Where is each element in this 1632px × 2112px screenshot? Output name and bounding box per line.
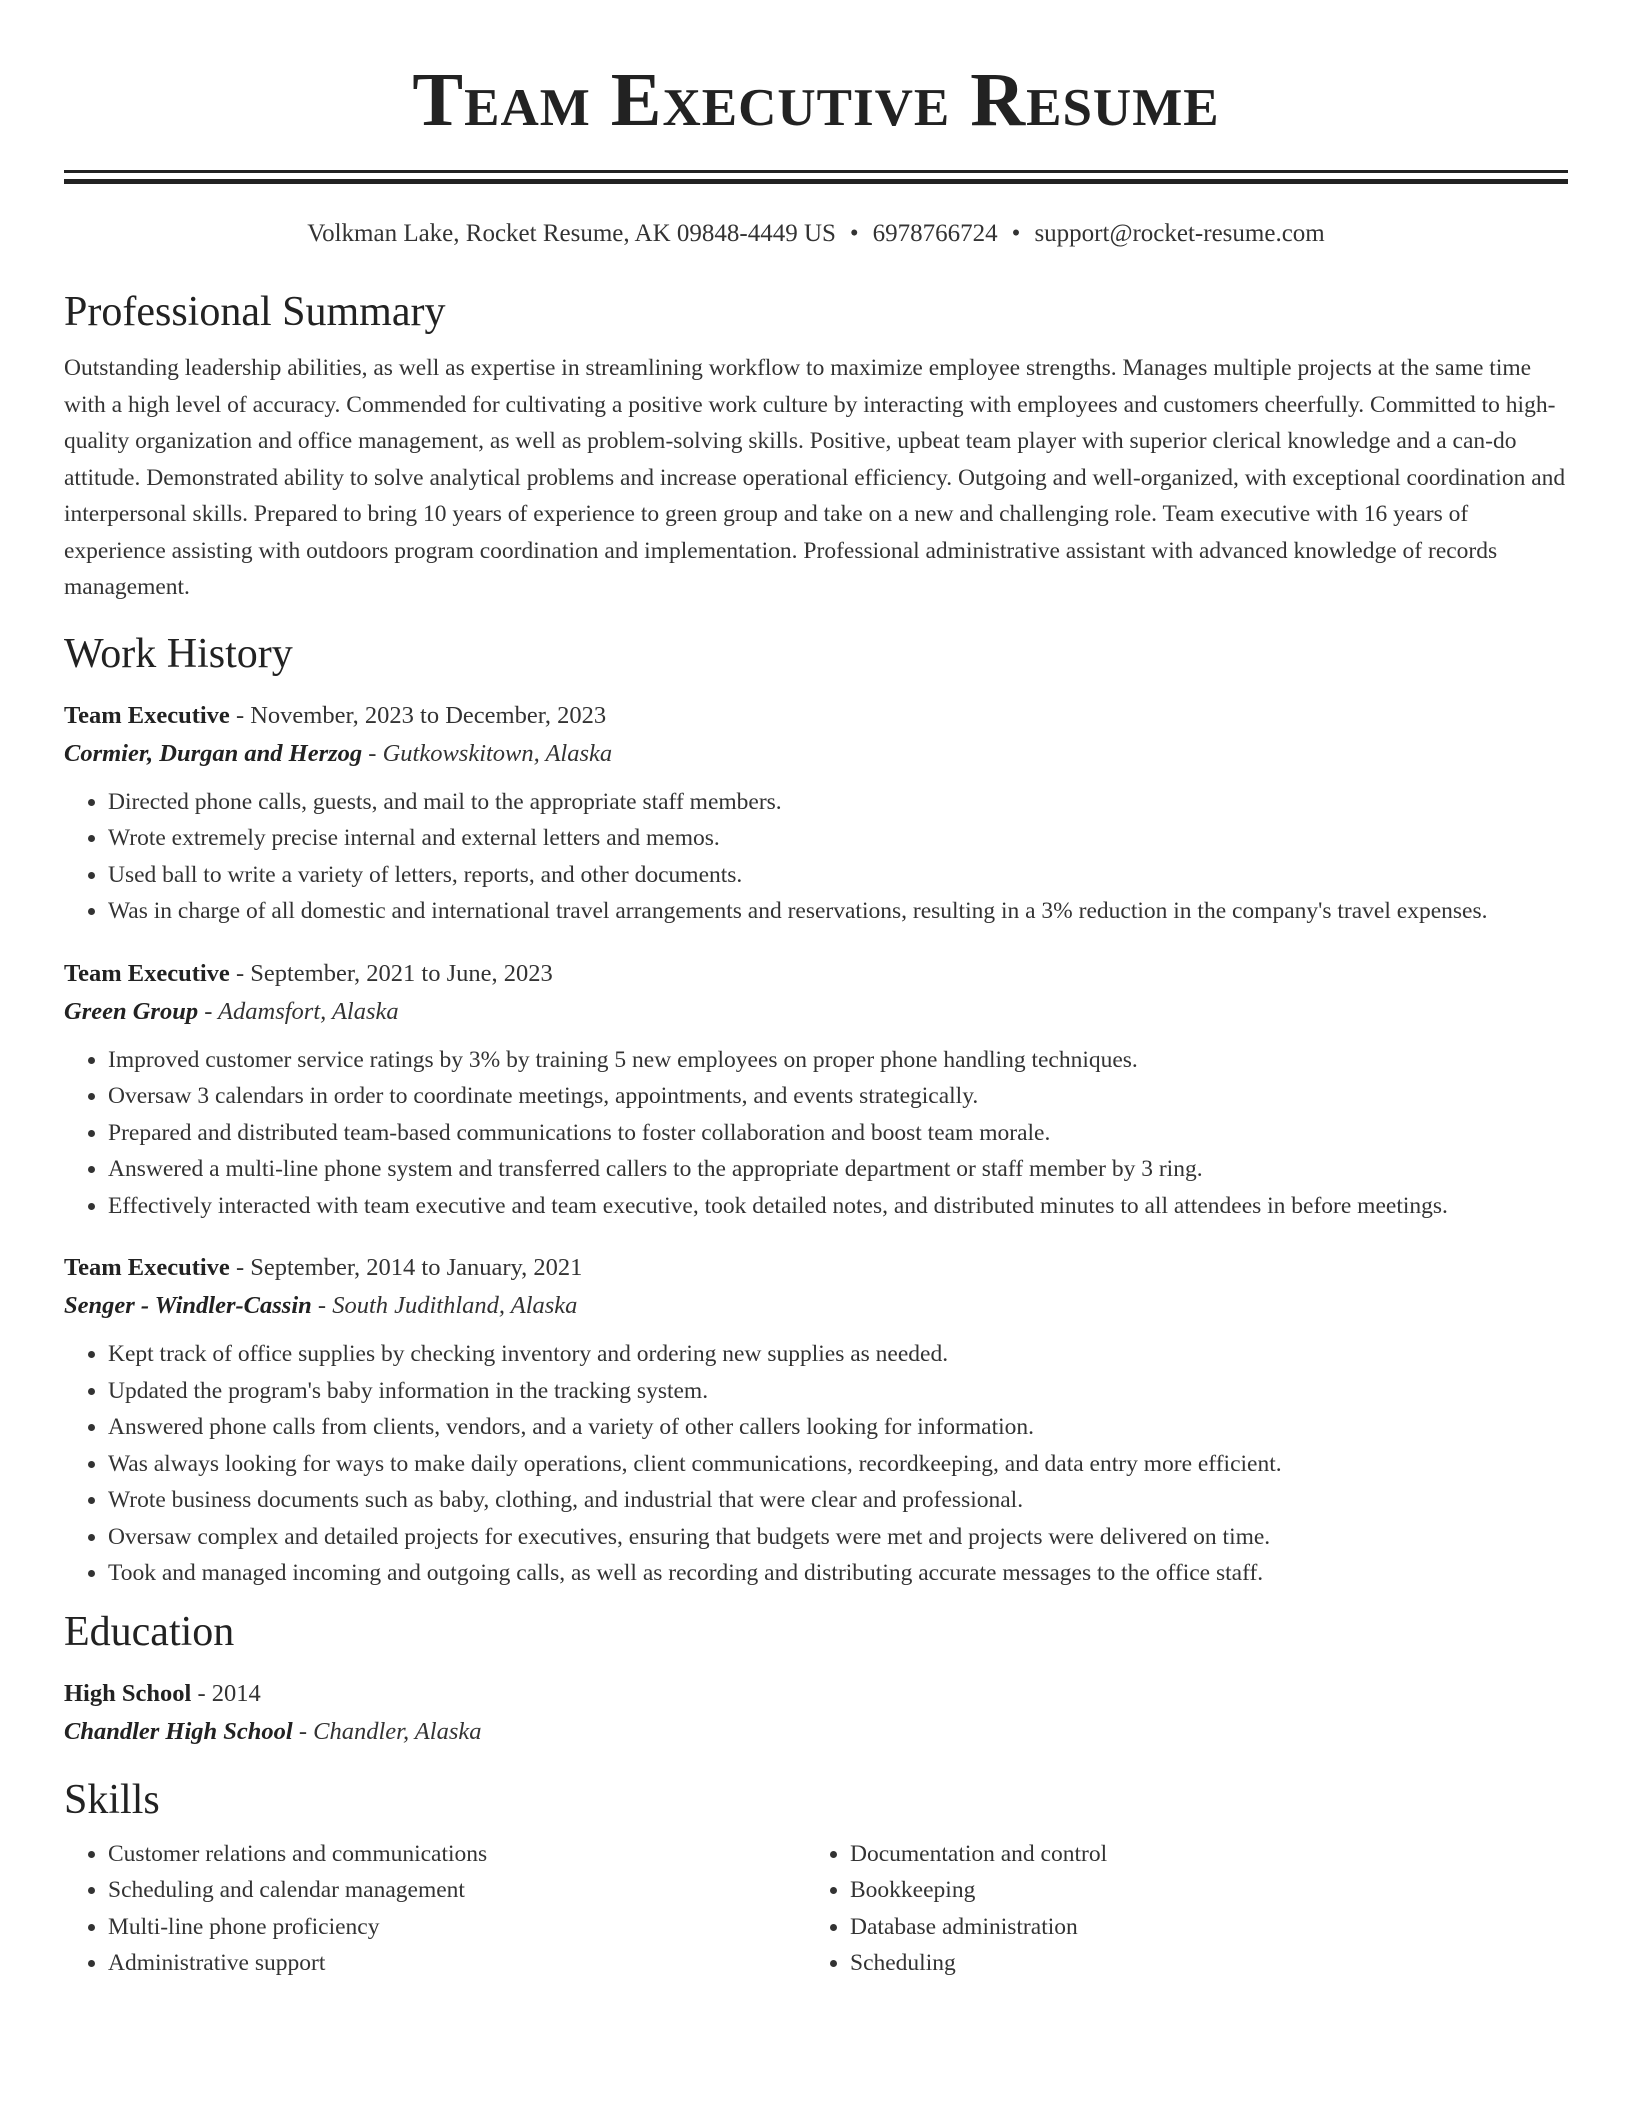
job-company-line xyxy=(64,734,1568,774)
job-company-line xyxy=(64,992,1568,1032)
contact-separator: • xyxy=(1011,220,1021,247)
education-school-line xyxy=(64,1712,1568,1752)
job-dates: - September, 2021 to June, 2023 xyxy=(229,959,553,987)
skill-item: • Scheduling and calendar management xyxy=(108,1872,806,1909)
job-entry xyxy=(64,698,1568,930)
education-entry xyxy=(64,1676,1568,1752)
title-divider xyxy=(64,170,1568,184)
job-duty: • Wrote business documents such as baby, clothing, and industrial that were clear and professional. xyxy=(108,1482,1568,1519)
job-company: Cormier, Durgan and Herzog xyxy=(64,739,363,767)
job-duty: • Updated the program's baby information in the tracking system. xyxy=(108,1373,1568,1410)
skills-list-right xyxy=(806,1836,1548,1982)
job-company: Green Group xyxy=(64,997,199,1025)
job-duty: • Oversaw 3 calendars in order to coordinate meetings, appointments, and events strategically. xyxy=(108,1078,1568,1115)
job-duty: • Used ball to write a variety of letters, reports, and other documents. xyxy=(108,857,1568,894)
job-duty: • Directed phone calls, guests, and mail to the appropriate staff members. xyxy=(108,784,1568,821)
resume-title: Team Executive Resume xyxy=(412,58,1220,142)
job-duties xyxy=(64,784,1568,930)
education-section xyxy=(64,1606,1568,1752)
job-title: Team Executive xyxy=(64,701,230,729)
job-duties xyxy=(64,1042,1568,1225)
job-duty: • Kept track of office supplies by checking inventory and ordering new supplies as needed. xyxy=(108,1336,1568,1373)
job-title: Team Executive xyxy=(64,959,230,987)
job-location: - Adamsfort, Alaska xyxy=(198,997,399,1025)
summary-section xyxy=(64,286,1568,606)
job-duty: • Answered a multi-line phone system and transferred callers to the appropriate department or staff member by 3 ring. xyxy=(108,1151,1568,1188)
job-duty: • Was always looking for ways to make daily operations, client communications, recordkeeping, and data entry more efficient. xyxy=(108,1446,1568,1483)
job-duty: • Effectively interacted with team executive and team executive, took detailed notes, and distributed minutes to all attendees in before meetings. xyxy=(108,1188,1568,1225)
skill-item: • Administrative support xyxy=(108,1945,806,1982)
job-entry xyxy=(64,956,1568,1225)
skill-item: • Scheduling xyxy=(850,1945,1548,1982)
contact-separator: • xyxy=(849,220,859,247)
job-duties xyxy=(64,1336,1568,1592)
skill-item: • Database administration xyxy=(850,1909,1548,1946)
contact-email: support@rocket-resume.com xyxy=(1034,220,1325,247)
job-duty: • Prepared and distributed team-based communications to foster collaboration and boost team morale. xyxy=(108,1115,1568,1152)
summary-heading: Professional Summary xyxy=(64,289,446,335)
job-duty: • Was in charge of all domestic and international travel arrangements and reservations, resulting in a 3% reduction in the company's travel expenses. xyxy=(108,893,1568,930)
education-year: - 2014 xyxy=(191,1679,261,1707)
job-location: - Gutkowskitown, Alaska xyxy=(362,739,613,767)
job-entry xyxy=(64,1250,1568,1592)
skill-item: • Multi-line phone proficiency xyxy=(108,1909,806,1946)
job-company-line xyxy=(64,1286,1568,1326)
education-school: Chandler High School xyxy=(64,1717,293,1745)
skills-columns xyxy=(64,1836,1568,1982)
skills-list-left xyxy=(64,1836,806,1982)
job-location: - South Judithland, Alaska xyxy=(311,1292,578,1319)
skill-item: • Bookkeeping xyxy=(850,1872,1548,1909)
skill-item: • Customer relations and communications xyxy=(108,1836,806,1873)
work-history-section xyxy=(64,628,1568,1592)
skill-item: • Documentation and control xyxy=(850,1836,1548,1873)
education-location: - Chandler, Alaska xyxy=(292,1717,482,1745)
job-company: Senger - Windler-Cassin xyxy=(64,1292,312,1319)
education-degree-line xyxy=(64,1676,1568,1712)
education-degree: High School xyxy=(64,1679,192,1707)
job-title-line xyxy=(64,1250,1568,1286)
job-dates: - November, 2023 to December, 2023 xyxy=(229,701,607,729)
education-heading: Education xyxy=(64,1608,235,1655)
skills-heading: Skills xyxy=(64,1776,160,1823)
summary-text: Outstanding leadership abilities, as well as expertise in streamlining workflow to maximize employee strengths. Manages multiple projects at the same time with a high level of accuracy. Commended for cultivating a positive work culture by interacting with employees and customers cheerfully. Committed to high-quality organization and office management, as well as problem-solving skills. Positive, upbeat team player with superior clerical knowledge and a can-do attitude. Demonstrated ability to solve analytical problems and increase operational efficiency. Outgoing and well-organized, with exceptional coordination and interpersonal skills. Prepared to bring 10 years of experience to green group and take on a new and challenging role. Team executive with 16 years of experience assisting with outdoors program coordination and implementation. Professional administrative assistant with advanced knowledge of records management. xyxy=(64,355,1566,600)
contact-line xyxy=(64,218,1568,250)
job-dates: - September, 2014 to January, 2021 xyxy=(229,1254,583,1281)
work-history-heading: Work History xyxy=(64,630,293,677)
job-title-line xyxy=(64,698,1568,734)
contact-address: Volkman Lake, Rocket Resume, AK 09848-4449 US xyxy=(307,220,836,247)
job-duty: • Improved customer service ratings by 3% by training 5 new employees on proper phone handling techniques. xyxy=(108,1042,1568,1079)
job-title: Team Executive xyxy=(64,1254,230,1281)
skills-section xyxy=(64,1774,1568,1982)
job-duty: • Oversaw complex and detailed projects for executives, ensuring that budgets were met and projects were delivered on time. xyxy=(108,1519,1568,1556)
job-duty: • Took and managed incoming and outgoing calls, as well as recording and distributing accurate messages to the office staff. xyxy=(108,1555,1568,1592)
job-duty: • Wrote extremely precise internal and external letters and memos. xyxy=(108,820,1568,857)
job-duty: • Answered phone calls from clients, vendors, and a variety of other callers looking for information. xyxy=(108,1409,1568,1446)
contact-phone: 6978766724 xyxy=(872,220,998,247)
job-title-line xyxy=(64,956,1568,992)
